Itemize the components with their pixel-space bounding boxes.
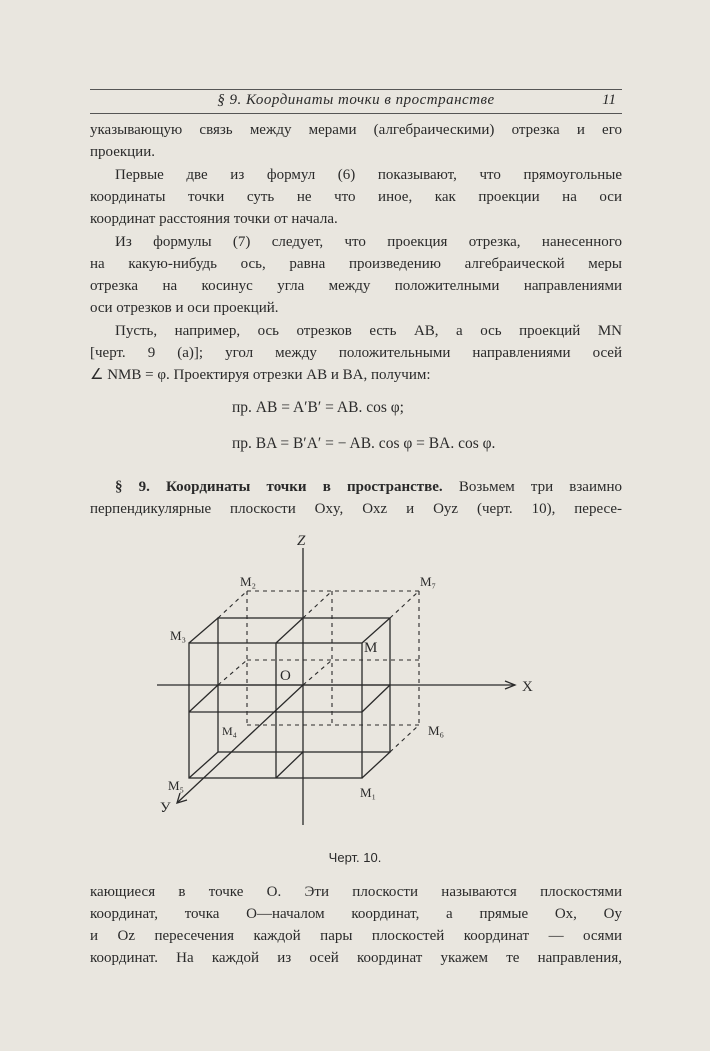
- text-line: проекции.: [90, 144, 155, 160]
- running-title: § 9. Координаты точки в пространстве: [217, 92, 495, 108]
- label-o: O: [280, 668, 291, 684]
- text-line: Возьмем три взаимно: [458, 479, 622, 495]
- label-m7: M₇: [420, 574, 437, 589]
- label-m2: M₂: [240, 574, 257, 589]
- label-m3: M₃: [170, 628, 187, 643]
- section-heading: § 9. Координаты точки в пространстве.: [115, 479, 443, 495]
- text-line: указывающую связь между мерами (алгебраическими) отрезка и его: [90, 122, 622, 138]
- text-line: Из формулы (7) следует, что проекция отрезка, нанесенного: [115, 234, 622, 250]
- page-number: 11: [602, 92, 616, 108]
- text-line: координат, точка O—началом координат, а прямые Ox, Oy: [90, 906, 622, 922]
- y-axis: [178, 685, 303, 802]
- text-line: координат расстояния точки от начала.: [90, 211, 338, 227]
- text-line: и Oz пересечения каждой пары плоскостей координат — осями: [90, 928, 622, 944]
- text-line: [черт. 9 (a)]; угол между положительными направлениями осей: [90, 345, 622, 361]
- figure-caption: Черт. 10.: [328, 850, 382, 865]
- text-line: отрезка на косинус угла между положителными направлениями: [90, 278, 622, 294]
- formula-1: пр. AB = A′B′ = AB. cos φ;: [232, 399, 404, 416]
- label-m4: M₄: [222, 724, 237, 738]
- text-line: координаты точки суть не что иное, как проекции на оси: [90, 189, 622, 205]
- formula-2: пр. BA = B′A′ = − AB. cos φ = BA. cos φ.: [232, 435, 496, 452]
- label-m6: M₆: [428, 723, 445, 738]
- text-line: на какую-нибудь ось, равна произведению алгебраической меры: [90, 256, 622, 272]
- text-line: оси отрезков и оси проекций.: [90, 300, 279, 316]
- label-z: Z: [297, 533, 306, 549]
- label-m5: M₅: [168, 778, 185, 793]
- text-line: ∠ NMB = φ. Проектируя отрезки AB и BA, получим:: [90, 367, 431, 383]
- text-line: Пусть, например, ось отрезков есть AB, а ось проекций MN: [115, 323, 622, 339]
- text-line: координат. На каждой из осей координат укажем те направления,: [90, 950, 622, 966]
- text-line: Первые две из формул (6) показывают, что прямоугольные: [115, 167, 622, 183]
- text-line: кающиеся в точке O. Эти плоскости называются плоскостями: [90, 884, 622, 900]
- text-line: перпендикулярные плоскости Oxy, Oxz и Oyz (черт. 10), пересе-: [90, 501, 622, 517]
- label-m1: M₁: [360, 785, 377, 800]
- label-x: X: [522, 679, 533, 695]
- label-m: M: [364, 640, 378, 656]
- label-y: У: [160, 800, 171, 816]
